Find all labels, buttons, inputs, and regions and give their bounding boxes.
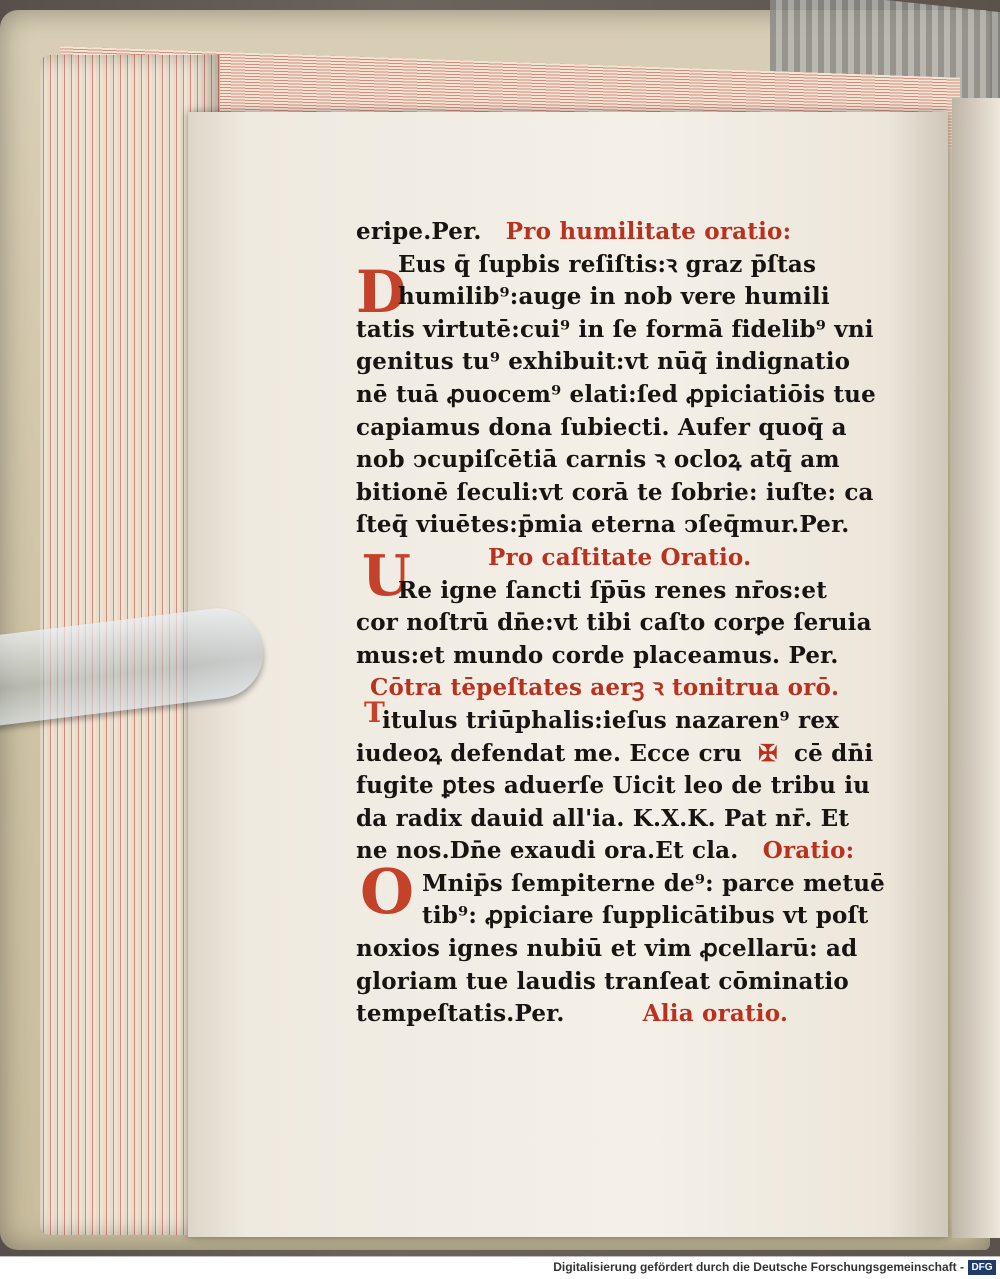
text-line: mus:et mundo corde placeamus. Per. bbox=[356, 641, 839, 669]
text-line: noxios ignes nubiū et vim ꝓcellarū: ad bbox=[356, 935, 858, 963]
cross-icon: ✠ bbox=[758, 739, 778, 767]
text-line: ſteq̄ viuētes:p̄mia eterna ↄſeq̄mur.Per. bbox=[356, 511, 850, 539]
rubric-heading: Oratio: bbox=[762, 837, 855, 865]
dfg-logo: DFG bbox=[968, 1260, 996, 1275]
text-line: nē tuā ꝓuocem⁹ elati:ſed ꝓpiciatiōis tue bbox=[356, 380, 876, 408]
text-line: genitus tu⁹ exhibuit:vt nūq̄ indignatio bbox=[356, 348, 851, 376]
text-line bbox=[356, 738, 894, 771]
text-line: Eus q̄ ſupbis reſiſtis:ꝛ graz p̄ſtas bbox=[398, 250, 817, 278]
text-line bbox=[356, 216, 894, 249]
text-line: Re igne ſancti ſp̄ūs renes nr̄os:et bbox=[398, 576, 828, 604]
facing-page bbox=[952, 98, 1000, 1238]
text-line bbox=[356, 835, 894, 868]
text-line: cor noſtrū dn̄e:vt tibi caſto corꝑe ſeruia bbox=[356, 609, 872, 637]
rubric-heading: Cōtra tēpeſtates aerꝫ ꝛ tonitrua orō. bbox=[370, 674, 840, 702]
rubric-heading: Alia oratio. bbox=[642, 1000, 789, 1028]
line-start: eripe.Per. bbox=[356, 218, 482, 245]
footer-bar bbox=[0, 1256, 1000, 1279]
initial-u: U bbox=[362, 543, 411, 609]
text-line: da radix dauid all'ia. K.X.K. Pat nr̄. Et bbox=[356, 804, 850, 832]
text-line: capiamus dona ſubiecti. Aufer quoq̄ a bbox=[356, 413, 847, 441]
text-line bbox=[356, 542, 894, 575]
text-line: Mnip̄s ſempiterne de⁹: parce metuē bbox=[422, 869, 885, 897]
text-segment: iudeoꝝ defendat me. Ecce cru bbox=[356, 739, 743, 767]
initial-o: O bbox=[360, 855, 415, 928]
text-line: tib⁹: ꝓpiciare ſupplicātibus vt poſt bbox=[422, 902, 869, 930]
text-line: fugite ꝑtes aduerſe Uicit leo de tribu iu bbox=[356, 772, 871, 800]
text-segment: ne nos.Dn̄e exaudi ora.Et cla. bbox=[356, 837, 739, 865]
text-segment: cē dn̄i bbox=[793, 739, 874, 767]
printed-text-block bbox=[356, 216, 894, 1031]
text-line: tatis virtutē:cui⁹ in ſe formā fidelib⁹ vni bbox=[356, 315, 874, 343]
text-line: bitionē ſeculi:vt corā te ſobrie: iuſte: ca bbox=[356, 478, 874, 506]
text-line: itulus triūphalis:ieſus nazaren⁹ rex bbox=[382, 706, 840, 734]
text-line: nob ↄcupiſcētiā carnis ꝛ ocloꝝ atq̄ am bbox=[356, 446, 840, 474]
text-line bbox=[356, 998, 894, 1031]
rubric-heading: Pro humilitate oratio: bbox=[505, 218, 792, 245]
rubric-heading: Pro caſtitate Oratio. bbox=[488, 543, 752, 571]
text-line: gloriam tue laudis tranſeat cōminatio bbox=[356, 967, 849, 995]
initial-t: T bbox=[364, 696, 385, 729]
text-line: humilib⁹:auge in nob vere humili bbox=[398, 283, 830, 311]
initial-d: D bbox=[356, 258, 407, 326]
footer-credit: Digitalisierung gefördert durch die Deutsche Forschungsgemeinschaft - bbox=[553, 1260, 964, 1274]
text-segment: tempeſtatis.Per. bbox=[356, 1000, 565, 1028]
